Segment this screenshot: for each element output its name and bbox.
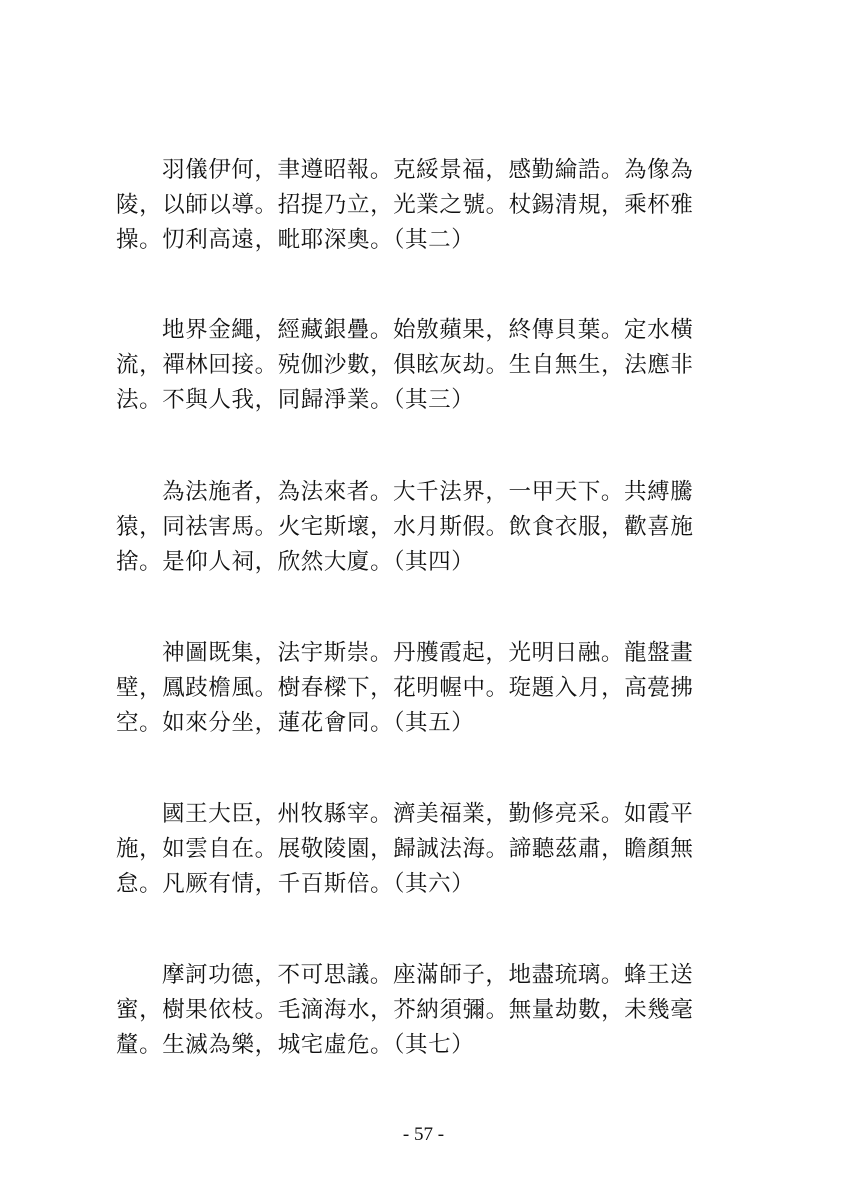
text-line: 壁，鳳跂檐風。樹春樑下，花明幄中。琁題入月，高甍拂 — [116, 675, 694, 701]
text-line: 摩訶功德，不可思議。座滿師子，地盡琉璃。蜂王送 — [162, 962, 694, 988]
text-line: 釐。生滅為樂，城宅虛危。（其七） — [116, 1032, 475, 1058]
text-line: 陵，以師以導。招提乃立，光業之號。杖錫清規，乘杯雅 — [116, 192, 694, 218]
text-line: 地界金繩，經藏銀疊。始敫蘋果，終傳貝葉。定水橫 — [162, 317, 694, 343]
text-line: 神圖既集，法宇斯崇。丹雘霞起，光明日融。龍盤畫 — [162, 640, 694, 666]
text-line: 捨。是仰人祠，欣然大廈。（其四） — [116, 549, 475, 575]
text-line: 羽儀伊何，聿遵昭報。克綏景福，感勤綸誥。為像為 — [162, 157, 694, 183]
text-line: 施，如雲自在。展敬陵園，歸誠法海。諦聽茲肅，瞻顏無 — [116, 836, 694, 862]
text-line: 流，禪林回接。殑伽沙數，俱眩灰劫。生自無生，法應非 — [116, 352, 694, 378]
stanza-5 — [116, 636, 736, 741]
stanza-7 — [116, 958, 736, 1063]
text-line: 操。忉利高遠，毗耶深奧。（其二） — [116, 227, 475, 253]
text-line: 為法施者，為法來者。大千法界，一甲天下。共縛騰 — [162, 479, 694, 505]
text-line: 法。不與人我，同歸淨業。（其三） — [116, 387, 475, 413]
stanza-2 — [116, 153, 736, 258]
text-line: 蜜，樹果依枝。毛滴海水，芥納須彌。無量劫數，未幾毫 — [116, 997, 694, 1023]
text-line: 國王大臣，州牧縣宰。濟美福業，勤修亮采。如霞平 — [162, 801, 694, 827]
text-line: 空。如來分坐，蓮花會同。（其五） — [116, 710, 475, 736]
stanza-4 — [116, 475, 736, 580]
text-line: 怠。凡厥有情，千百斯倍。（其六） — [116, 871, 475, 897]
text-line: 猿，同祛害馬。火宅斯壞，水月斯假。飲食衣服，歡喜施 — [116, 514, 694, 540]
page-number: - 57 - — [402, 1124, 445, 1145]
stanza-3 — [116, 313, 736, 418]
stanza-6 — [116, 797, 736, 902]
